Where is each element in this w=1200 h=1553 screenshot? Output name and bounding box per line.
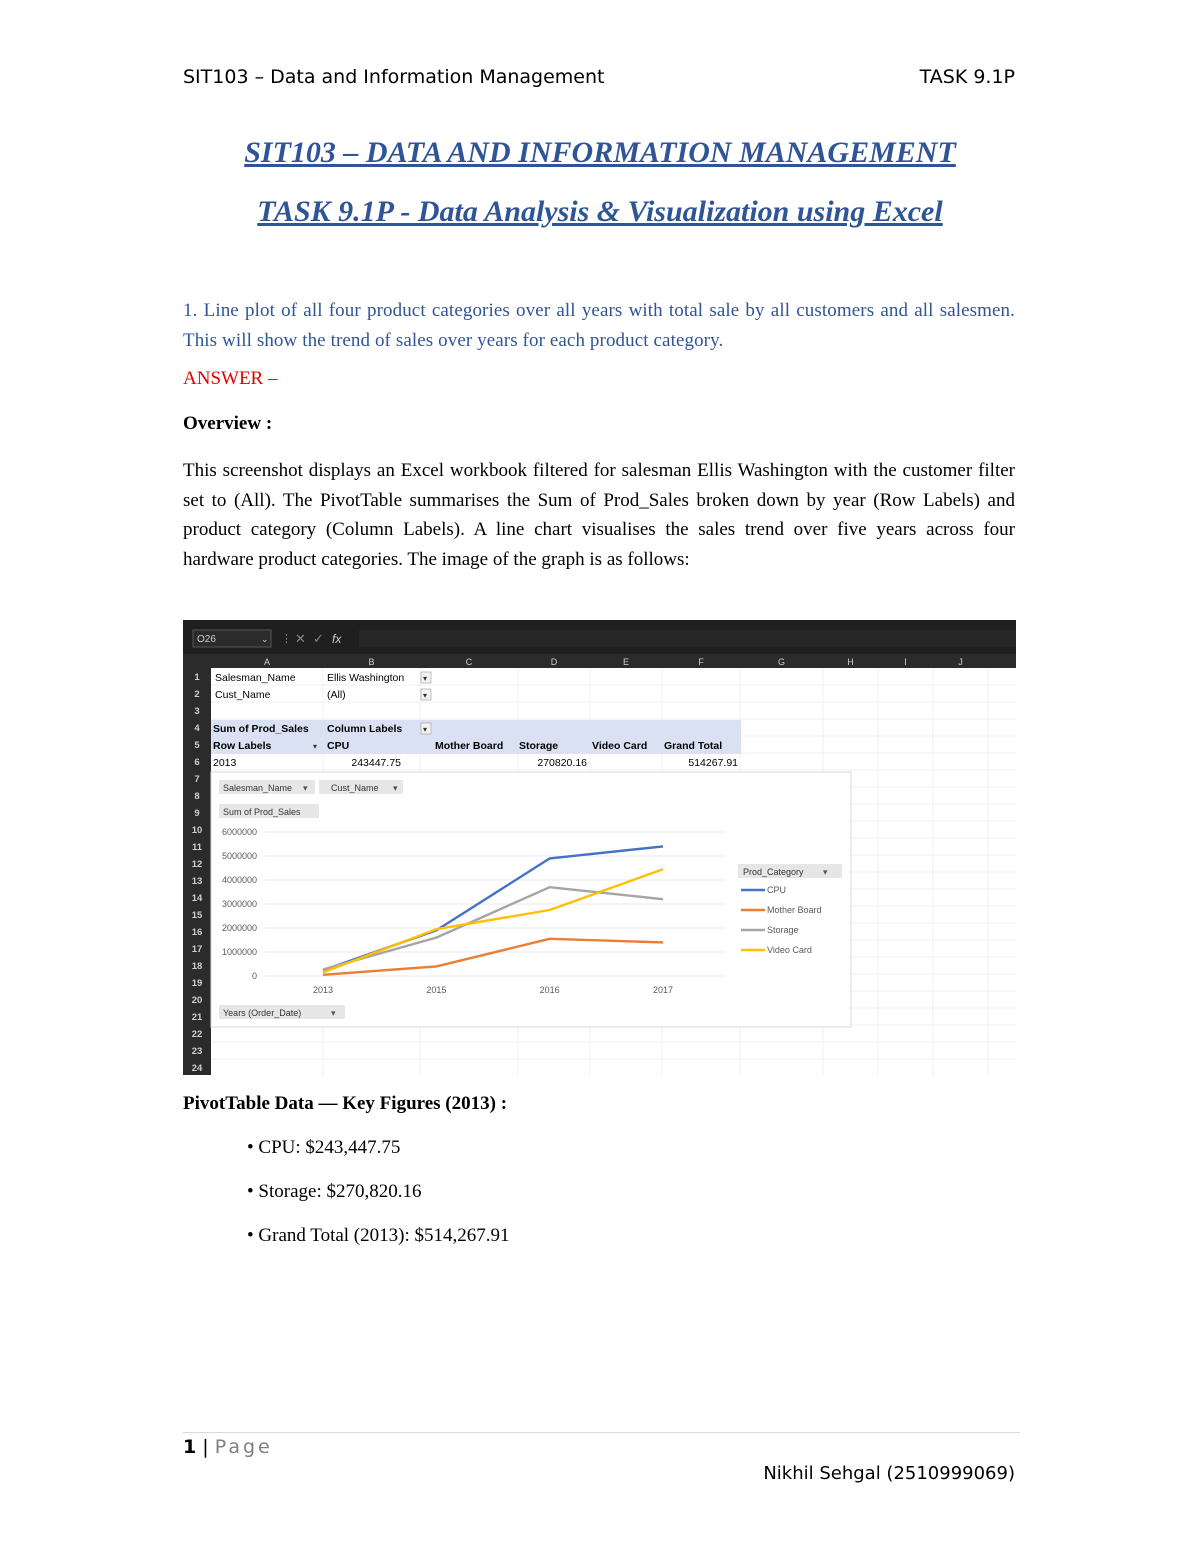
more-icon: ⋮ (281, 633, 292, 645)
legend-label: Storage (767, 925, 799, 935)
cancel-icon[interactable]: ✕ (295, 631, 306, 646)
chart-cust-label: Cust_Name (331, 783, 379, 793)
pivot-row-year: 2013 (213, 757, 237, 769)
chevron-down-icon: ▾ (423, 691, 428, 700)
x-tick-label: 2017 (652, 985, 674, 995)
pivot-cell-cpu: 243447.75 (351, 757, 401, 769)
pivot-heading: PivotTable Data — Key Figures (2013) : (183, 1093, 508, 1114)
y-tick-label: 2000000 (221, 923, 257, 933)
fx-icon[interactable]: fx (332, 632, 342, 646)
column-header[interactable]: D (550, 657, 558, 667)
footer-divider (183, 1432, 1020, 1433)
filter-cust-label: Cust_Name (215, 689, 271, 701)
answer-label: ANSWER – (183, 368, 278, 389)
column-header[interactable]: B (368, 657, 375, 667)
question-text: 1. Line plot of all four product categories over all years with total sale by all customers and all salesmen. This will show the trend of sales over years for each product category. (183, 300, 1015, 351)
y-tick-label: 6000000 (221, 827, 257, 837)
document-title: SIT103 – DATA AND INFORMATION MANAGEMENT (244, 136, 956, 169)
filter-icon: ▾ (331, 1008, 336, 1018)
row-header[interactable]: 2 (194, 689, 200, 700)
row-header[interactable]: 3 (194, 706, 200, 717)
pivot-header-mother-board: Mother Board (435, 740, 504, 752)
chevron-down-icon: ▾ (393, 783, 398, 793)
column-header[interactable]: E (622, 657, 630, 667)
legend-label: Video Card (767, 945, 812, 955)
confirm-icon[interactable]: ✓ (313, 631, 324, 646)
formula-input[interactable] (359, 630, 1016, 647)
row-header[interactable]: 17 (191, 944, 203, 955)
row-header[interactable]: 1 (194, 672, 200, 683)
row-header[interactable]: 15 (191, 910, 203, 921)
x-tick-label: 2015 (426, 985, 447, 995)
page-separator: | (196, 1436, 215, 1458)
page-word: Page (214, 1436, 273, 1458)
column-header[interactable]: C (465, 657, 473, 667)
filter-salesman-value: Ellis Washington (327, 672, 405, 684)
page-number (183, 1436, 273, 1458)
chart-sum-label: Sum of Prod_Sales (223, 807, 301, 817)
footer-author: Nikhil Sehgal (2510999069) (763, 1463, 1015, 1484)
row-header[interactable]: 4 (194, 723, 200, 734)
column-header[interactable]: G (777, 657, 786, 667)
y-tick-label: 4000000 (221, 875, 257, 885)
pivot-row-labels: Row Labels (213, 740, 272, 752)
filter-icon: ▾ (423, 674, 428, 683)
row-header[interactable]: 13 (191, 876, 203, 887)
overview-heading: Overview : (183, 413, 273, 434)
row-header[interactable]: 18 (191, 961, 203, 972)
x-tick-label: 2016 (539, 985, 560, 995)
bullet-grand-total: • Grand Total (2013): $514,267.91 (247, 1225, 510, 1246)
row-header[interactable]: 14 (191, 893, 203, 904)
page-number-value: 1 (183, 1436, 197, 1458)
column-header[interactable]: A (263, 657, 271, 667)
bullet-cpu: • CPU: $243,447.75 (247, 1137, 401, 1158)
pivot-chart[interactable] (211, 772, 851, 1027)
row-header[interactable]: 12 (191, 859, 203, 870)
row-header[interactable]: 5 (194, 740, 200, 751)
y-tick-label: 5000000 (221, 851, 257, 861)
y-tick-label: 1000000 (221, 947, 257, 957)
x-tick-label: 2013 (312, 985, 334, 995)
row-header[interactable]: 22 (191, 1029, 203, 1040)
row-labels-filter-icon[interactable]: ▾ (313, 742, 318, 751)
column-header[interactable]: I (904, 657, 907, 667)
header-course: SIT103 – Data and Information Management (183, 66, 605, 88)
pivot-cell-storage: 270820.16 (537, 757, 587, 769)
filter-icon: ▾ (423, 725, 428, 734)
pivot-header-storage: Storage (519, 740, 559, 752)
row-header[interactable]: 20 (191, 995, 203, 1006)
filter-salesman-label: Salesman_Name (215, 672, 296, 684)
legend-label: Mother Board (767, 905, 822, 915)
name-box-text: O26 (197, 634, 216, 645)
column-header[interactable]: J (958, 657, 963, 667)
row-header[interactable]: 10 (191, 825, 203, 836)
excel-svg (183, 620, 1016, 1075)
row-header[interactable]: 8 (194, 791, 200, 802)
row-header[interactable]: 24 (191, 1063, 203, 1074)
column-header[interactable]: F (698, 657, 704, 667)
row-header[interactable]: 19 (191, 978, 203, 989)
chevron-down-icon: ⌄ (261, 634, 269, 644)
pivot-header-video-card: Video Card (592, 740, 648, 752)
overview-text: This screenshot displays an Excel workbook filtered for salesman Ellis Washington with the customer filter set to (All). The PivotTable summarises the Sum of Prod_Sales broken down by year (Row Labels) and product category (Column Labels). A line chart visualises the sales trend over five years across four hardware product categories. The image of the graph is as follows: (183, 460, 1015, 570)
filter-icon: ▾ (303, 783, 308, 793)
legend-label: CPU (767, 885, 787, 895)
y-tick-label: 0 (251, 971, 257, 981)
row-header[interactable]: 9 (194, 808, 200, 819)
row-header[interactable]: 7 (194, 774, 200, 785)
pivot-sum-label: Sum of Prod_Sales (213, 723, 309, 735)
excel-screenshot (183, 620, 1016, 1075)
chart-years-label: Years (Order_Date) (223, 1008, 302, 1018)
row-header[interactable]: 11 (191, 842, 203, 853)
pivot-header-cpu: CPU (327, 740, 350, 752)
legend-title: Prod_Category (743, 867, 804, 877)
y-tick-label: 3000000 (221, 899, 257, 909)
row-header[interactable]: 21 (191, 1012, 203, 1023)
row-header[interactable]: 6 (194, 757, 200, 768)
header-task: TASK 9.1P (919, 66, 1015, 88)
document-subtitle: TASK 9.1P - Data Analysis & Visualization using Excel (257, 195, 943, 228)
pivot-col-labels: Column Labels (327, 723, 403, 735)
column-header[interactable]: H (847, 657, 854, 667)
pivot-header-grand-total: Grand Total (664, 740, 723, 752)
pivot-cell-total: 514267.91 (688, 757, 738, 769)
row-header[interactable]: 23 (191, 1046, 203, 1057)
bullet-storage: • Storage: $270,820.16 (247, 1181, 422, 1202)
row-header[interactable]: 16 (191, 927, 203, 938)
filter-icon: ▾ (823, 867, 828, 877)
chart-salesman-label: Salesman_Name (223, 783, 293, 793)
filter-cust-value: (All) (327, 689, 346, 701)
